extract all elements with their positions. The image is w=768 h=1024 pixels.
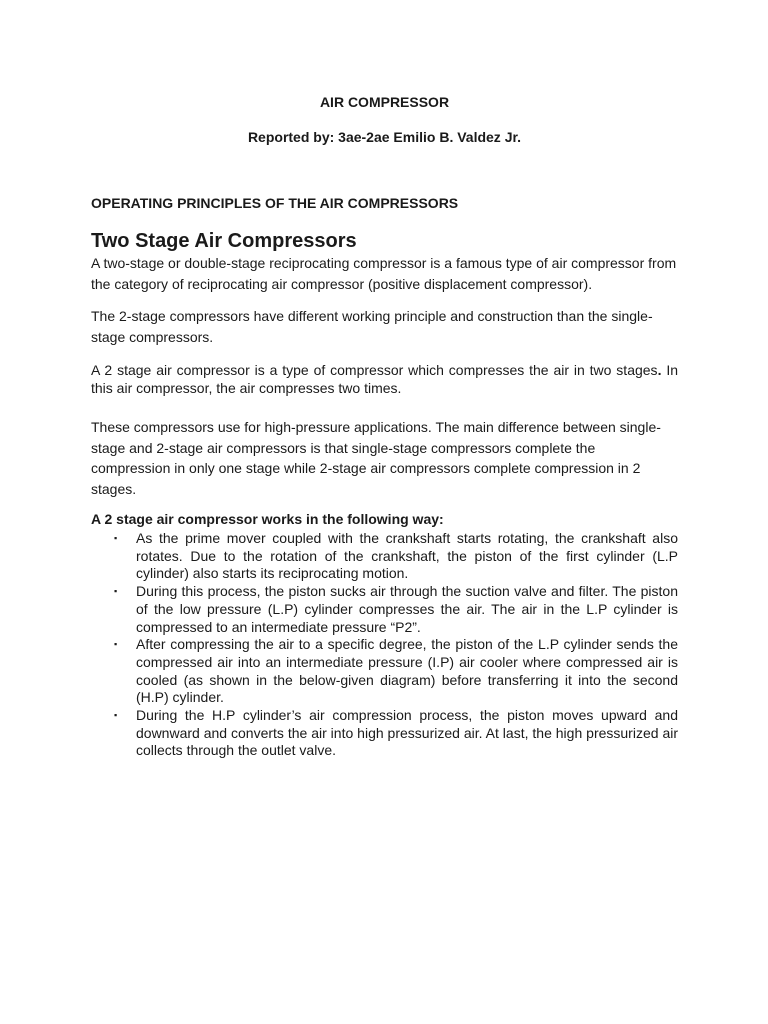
paragraph-intro: A two-stage or double-stage reciprocating compressor is a famous type of air compressor from the category of reciprocating air compressor (positive displacement compressor). (91, 255, 677, 292)
list-item-text: During this process, the piston sucks air through the suction valve and filter. The piston of the low pressure (L.P) cylinder compresses the air. The air in the L.P cylinder is compressed to an intermediate pressure “P2”. (136, 583, 678, 635)
paragraph-applications: These compressors use for high-pressure applications. The main difference between single-stage and 2-stage air compressors is that single-stage compressors complete the compression in only one stage while 2-stage air compressors complete compression in 2 stages. (91, 419, 661, 497)
paragraph-definition (91, 361, 678, 397)
bullet-icon: ▪ (114, 639, 118, 650)
list-item-text: During the H.P cylinder’s air compression process, the piston moves upward and downward and converts the air into high pressurized air. At last, the high pressurized air collects through the outlet valve. (136, 707, 678, 759)
steps-list (91, 530, 678, 760)
list-item-text: After compressing the air to a specific degree, the piston of the L.P cylinder sends the compressed air into an intermediate pressure (I.P) air cooler where compressed air is cooled (as shown in the below-given diagram) before transferring it into the second (H.P) cylinder. (136, 636, 678, 706)
works-heading: A 2 stage air compressor works in the following way: (91, 511, 444, 527)
list-item (91, 583, 678, 636)
paragraph-definition-tail: In this air compressor, the air compresses two times. (91, 362, 678, 396)
paragraph-construction: The 2-stage compressors have different working principle and construction than the single-stage compressors. (91, 308, 653, 345)
document-title: AIR COMPRESSOR (319, 94, 450, 110)
paragraph-definition-text: A 2 stage air compressor is a type of compressor which compresses the air in two stages (91, 362, 658, 378)
subheading: Two Stage Air Compressors (91, 230, 357, 252)
list-item (91, 530, 678, 583)
reporter-line: Reported by: 3ae-2ae Emilio B. Valdez Jr. (247, 129, 522, 145)
list-item-text: As the prime mover coupled with the crankshaft starts rotating, the crankshaft also rotates. Due to the rotation of the crankshaft, the piston of the first cylinder (L.P cylinder) also starts its reciprocating motion. (136, 530, 678, 582)
list-item (91, 707, 678, 760)
bullet-icon: ▪ (114, 586, 118, 597)
bullet-icon: ▪ (114, 533, 118, 543)
list-item (91, 636, 678, 707)
bullet-icon: ▪ (114, 710, 118, 721)
section-heading: OPERATING PRINCIPLES OF THE AIR COMPRESSORS (91, 195, 459, 211)
paragraph-definition-bold-period: . (657, 362, 662, 378)
